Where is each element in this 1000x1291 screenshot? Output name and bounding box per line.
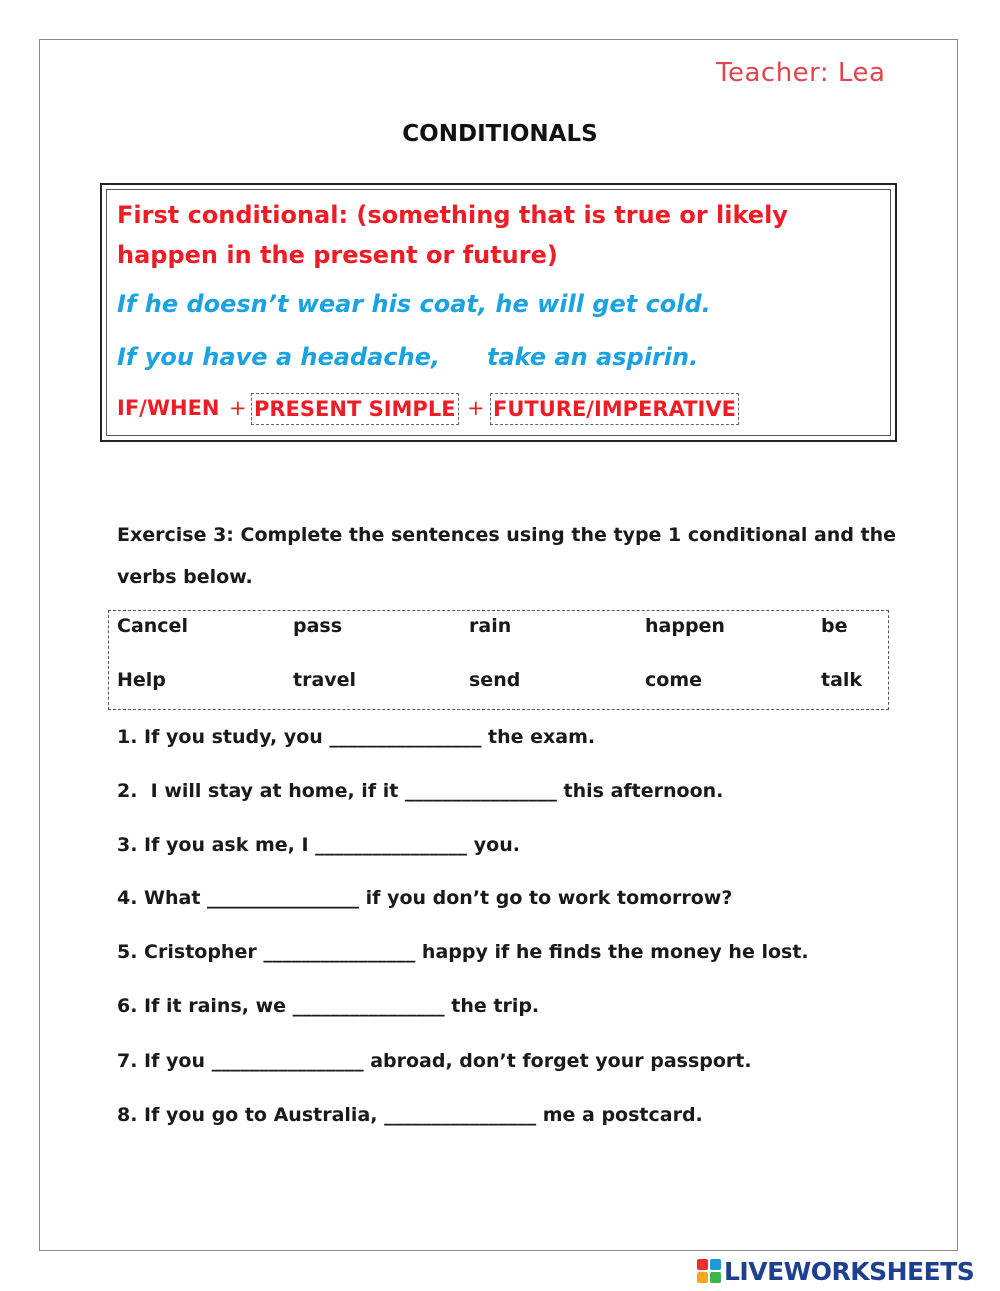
- logo-block: [710, 1272, 721, 1283]
- formula-present-simple: PRESENT SIMPLE: [251, 393, 459, 425]
- verb-item: talk: [821, 669, 863, 691]
- exercise-sentence-7[interactable]: 7. If you ________________ abroad, don’t forget your passport.: [117, 1050, 752, 1072]
- exercise-sentence-5[interactable]: 5. Cristopher ________________ happy if he finds the money he lost.: [117, 941, 809, 963]
- example-sentence-2-result: take an aspirin.: [487, 343, 699, 371]
- verb-item: pass: [293, 615, 343, 637]
- logo-block: [697, 1259, 708, 1270]
- exercise-sentence-1[interactable]: 1. If you study, you ________________ the exam.: [117, 726, 596, 748]
- page-title: CONDITIONALS: [402, 121, 598, 147]
- verb-item: travel: [293, 669, 357, 691]
- teacher-name: Teacher: Lea: [716, 58, 886, 88]
- formula-plus-2: +: [467, 396, 485, 420]
- example-sentence-2-condition: If you have a headache,: [117, 343, 441, 371]
- verb-item: happen: [645, 615, 725, 637]
- formula-if-when: IF/WHEN: [117, 396, 220, 420]
- example-sentence-1: If he doesn’t wear his coat, he will get cold.: [117, 290, 711, 318]
- logo-block: [710, 1259, 721, 1270]
- verb-item: rain: [469, 615, 512, 637]
- exercise-sentence-4[interactable]: 4. What ________________ if you don’t go to work tomorrow?: [117, 887, 733, 909]
- exercise-sentence-6[interactable]: 6. If it rains, we ________________ the trip.: [117, 995, 540, 1017]
- formula-future-imperative: FUTURE/IMPERATIVE: [490, 393, 739, 425]
- formula-plus-1: +: [229, 396, 247, 420]
- logo-blocks-icon: [697, 1259, 721, 1283]
- verb-item: come: [645, 669, 702, 691]
- verb-item: Help: [117, 669, 166, 691]
- rule-heading: First conditional: (something that is true or likely happen in the present or future): [117, 201, 788, 269]
- verb-item: be: [821, 615, 848, 637]
- exercise-sentence-2[interactable]: 2. I will stay at home, if it ________________ this afternoon.: [117, 780, 724, 802]
- logo-text: LIVEWORKSHEETS: [724, 1256, 975, 1286]
- liveworksheets-logo: [697, 1256, 974, 1286]
- exercise-sentence-8[interactable]: 8. If you go to Australia, ________________ me a postcard.: [117, 1104, 703, 1126]
- exercise-sentence-3[interactable]: 3. If you ask me, I ________________ you.: [117, 834, 520, 856]
- verb-item: Cancel: [117, 615, 188, 637]
- exercise-instruction: Exercise 3: Complete the sentences using the type 1 conditional and the verbs below.: [117, 524, 897, 588]
- verb-item: send: [469, 669, 521, 691]
- logo-block: [697, 1272, 708, 1283]
